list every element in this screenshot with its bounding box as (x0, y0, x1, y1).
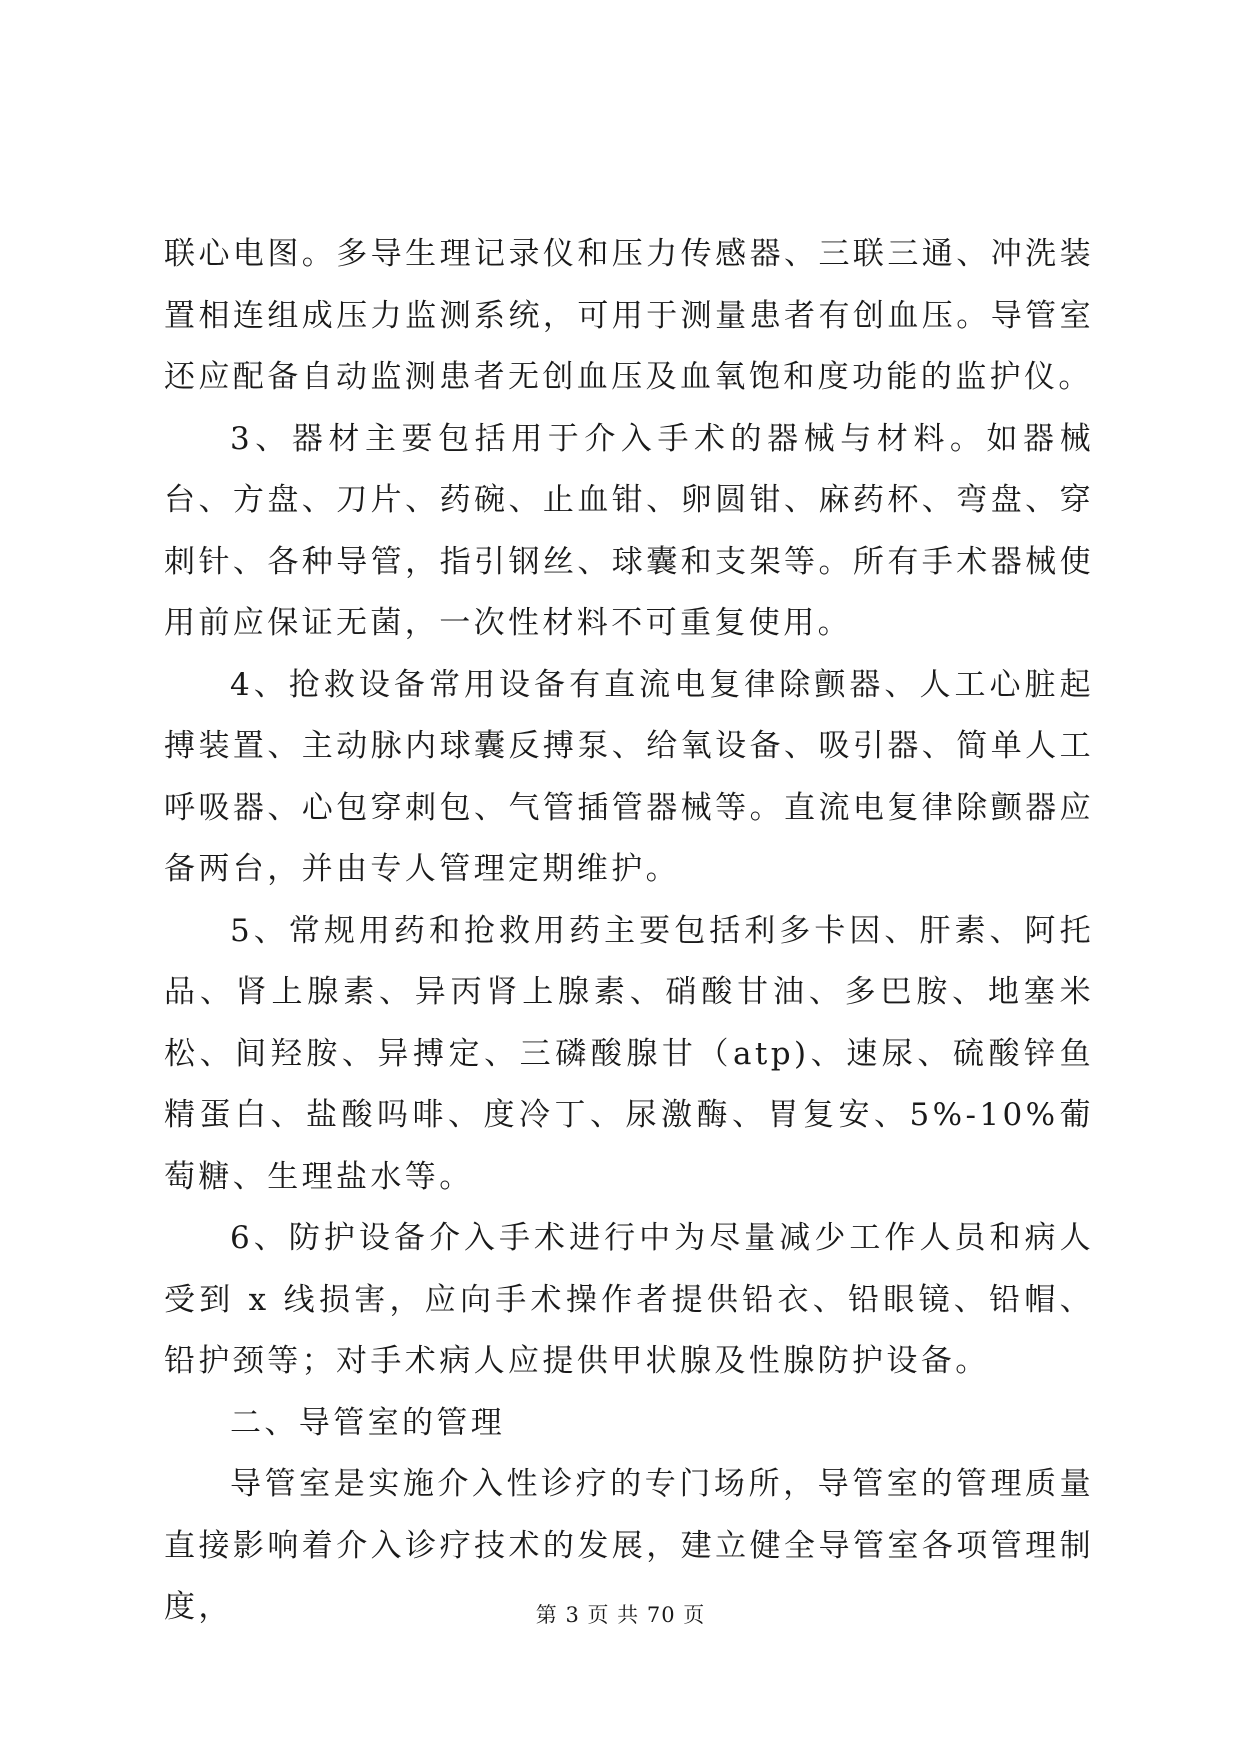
page-number-footer: 第 3 页 共 70 页 (535, 1603, 706, 1627)
paragraph-medications: 5、常规用药和抢救用药主要包括利多卡因、肝素、阿托品、肾上腺素、异丙肾上腺素、硝酸甘油、多巴胺、地塞米松、间羟胺、异搏定、三磷酸腺甘（atp)、速尿、硫酸锌鱼精蛋白、盐酸吗啡、度冷丁、尿激酶、胃复安、5%-10%葡萄糖、生理盐水等。 (164, 912, 1094, 1195)
paragraph-protective-equipment: 6、防护设备介入手术进行中为尽量减少工作人员和病人受到 x 线损害，应向手术操作者提供铅衣、铅眼镜、铅帽、铅护颈等；对手术病人应提供甲状腺及性腺防护设备。 (164, 1220, 1094, 1379)
paragraph-management-intro: 导管室是实施介入性诊疗的专门场所，导管室的管理质量直接影响着介入诊疗技术的发展，建立健全导管室各项管理制度， (164, 1466, 1094, 1625)
paragraph-rescue-equipment: 4、抢救设备常用设备有直流电复律除颤器、人工心脏起搏装置、主动脉内球囊反搏泵、给氧设备、吸引器、简单人工呼吸器、心包穿刺包、气管插管器械等。直流电复律除颤器应备两台，并由专人管理定期维护。 (164, 666, 1094, 887)
paragraph-equipment-materials: 3、器材主要包括用于介入手术的器械与材料。如器械台、方盘、刀片、药碗、止血钳、卵圆钳、麻药杯、弯盘、穿刺针、各种导管，指引钢丝、球囊和支架等。所有手术器械使用前应保证无菌，一次性材料不可重复使用。 (164, 420, 1094, 641)
document-body (164, 224, 1094, 1639)
section-heading-management: 二、导管室的管理 (230, 1404, 506, 1441)
paragraph-monitoring-continued: 联心电图。多导生理记录仪和压力传感器、三联三通、冲洗装置相连组成压力监测系统，可用于测量患者有创血压。导管室还应配备自动监测患者无创血压及血氧饱和度功能的监护仪。 (164, 236, 1094, 395)
